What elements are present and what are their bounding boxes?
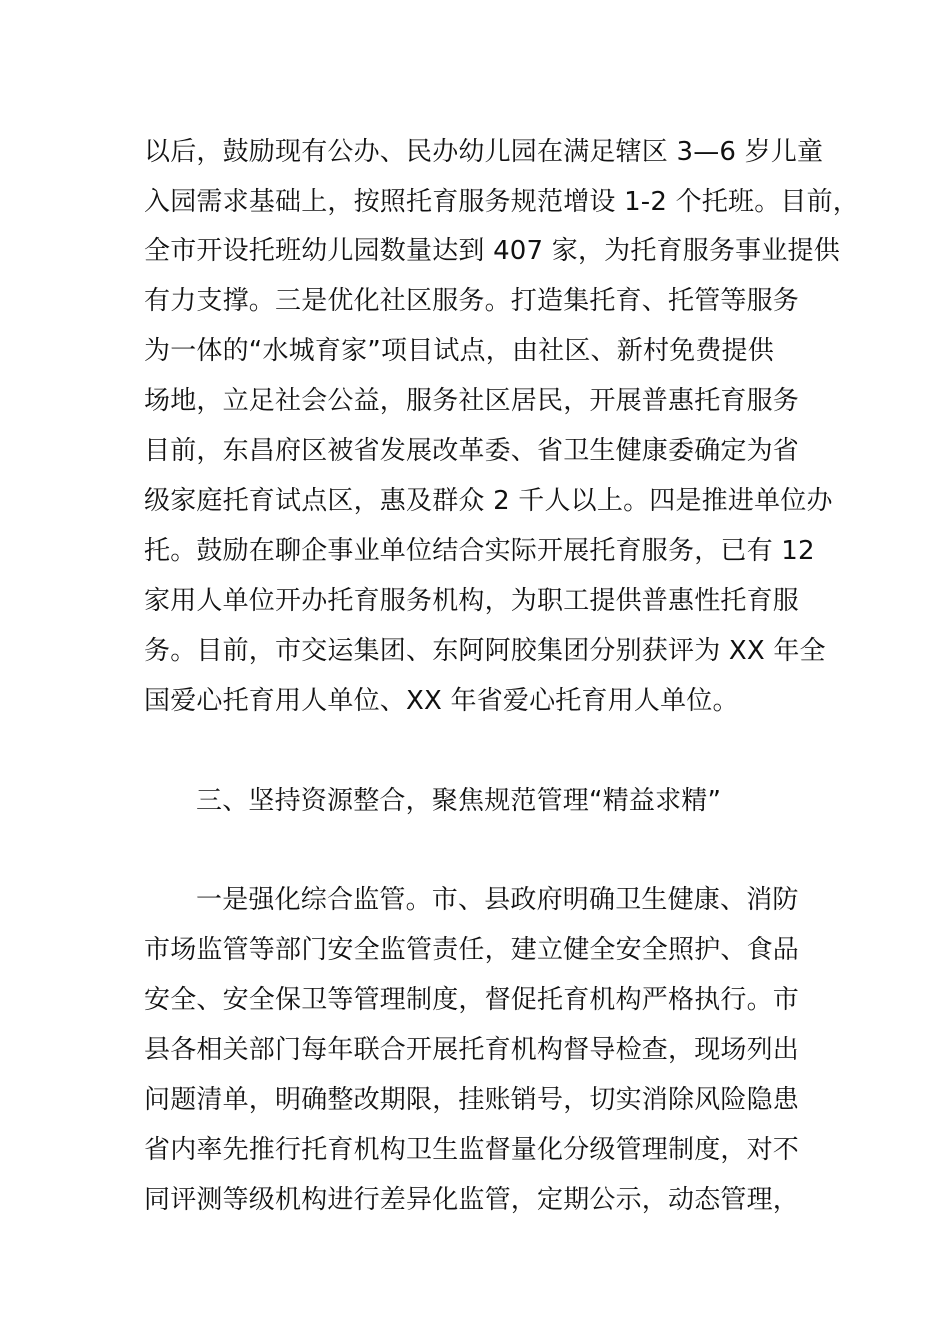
body-text-line: 目前，东昌府区被省发展改革委、省卫生健康委确定为省 [144, 436, 800, 466]
body-text-line: 国爱心托育用人单位、XX 年省爱心托育用人单位。 [144, 686, 739, 716]
body-text-line: 省内率先推行托育机构卫生监督量化分级管理制度，对不 [144, 1135, 800, 1165]
body-text-line: 场地，立足社会公益，服务社区居民，开展普惠托育服务 [144, 386, 800, 416]
body-text-line: 务。目前，市交运集团、东阿阿胶集团分别获评为 XX 年全 [144, 636, 826, 666]
body-text-line: 托。鼓励在聊企事业单位结合实际开展托育服务，已有 12 [144, 536, 815, 566]
body-text-line: 一是强化综合监管。市、县政府明确卫生健康、消防 [196, 885, 799, 915]
body-text-line: 全市开设托班幼儿园数量达到 407 家，为托育服务事业提供 [144, 236, 840, 266]
body-text-line: 以后，鼓励现有公办、民办幼儿园在满足辖区 3—6 岁儿童 [144, 137, 824, 167]
body-text-line: 入园需求基础上，按照托育服务规范增设 1-2 个托班。目前， [144, 187, 859, 217]
body-text-line: 同评测等级机构进行差异化监管，定期公示，动态管理， [144, 1185, 800, 1215]
body-text-line: 安全、安全保卫等管理制度，督促托育机构严格执行。市 [144, 985, 800, 1015]
body-text-line: 级家庭托育试点区，惠及群众 2 千人以上。四是推进单位办 [144, 486, 833, 516]
section-heading: 三、坚持资源整合，聚焦规范管理“精益求精” [196, 786, 722, 816]
body-text-line: 问题清单，明确整改期限，挂账销号，切实消除风险隐患 [144, 1085, 800, 1115]
body-text-line: 市场监管等部门安全监管责任，建立健全安全照护、食品 [144, 935, 800, 965]
body-text-line: 有力支撑。三是优化社区服务。打造集托育、托管等服务 [144, 286, 800, 316]
body-text-line: 县各相关部门每年联合开展托育机构督导检查，现场列出 [144, 1035, 800, 1065]
body-text-line: 为一体的“水城育家”项目试点，由社区、新村免费提供 [144, 336, 774, 366]
body-text-line: 家用人单位开办托育服务机构，为职工提供普惠性托育服 [144, 586, 800, 616]
